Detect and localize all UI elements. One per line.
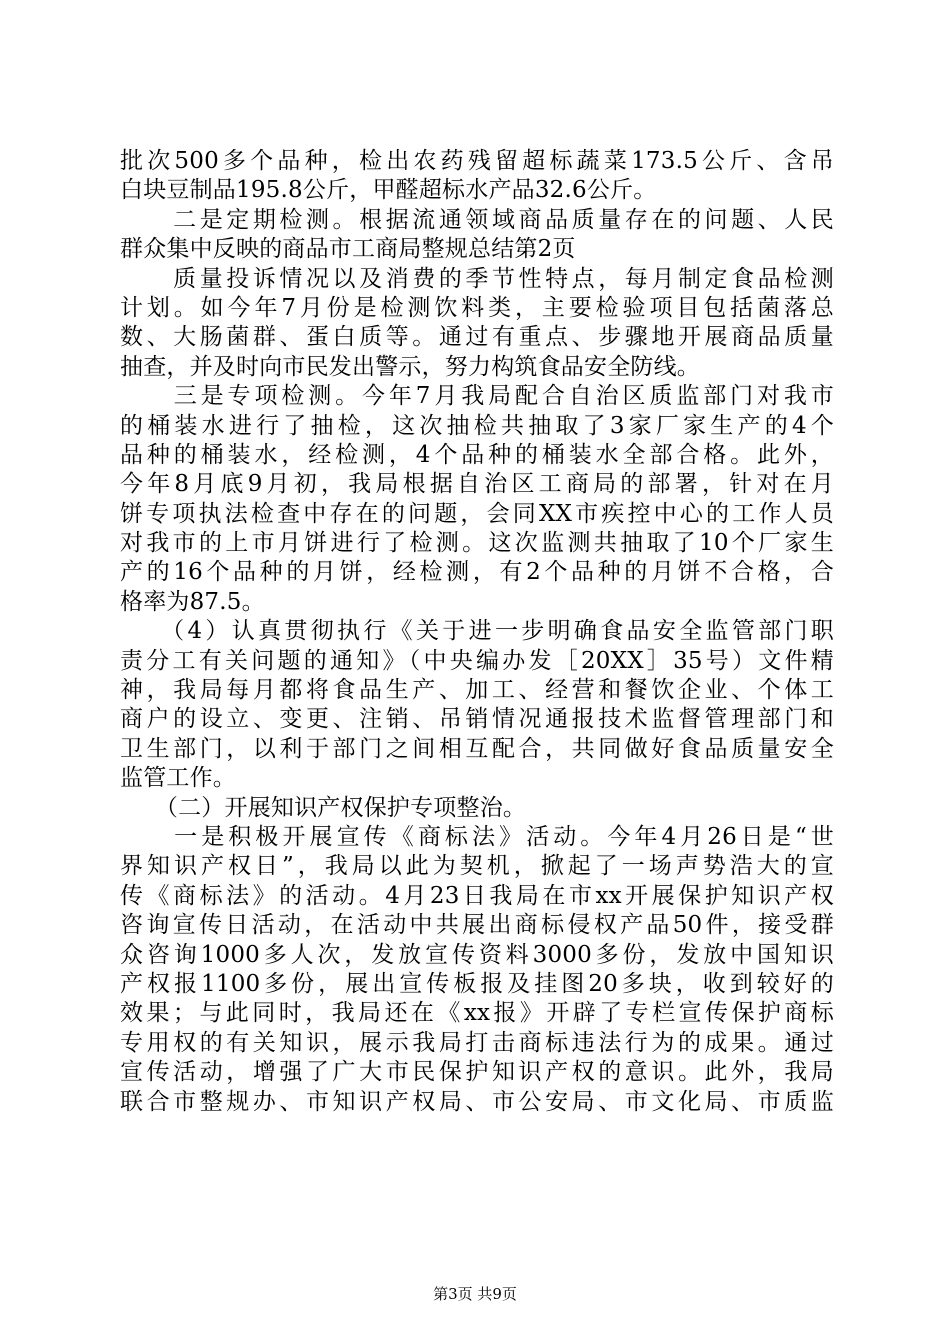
text-line: 监管工作。: [120, 765, 236, 792]
text-line: 抽查，并及时向市民发出警示，努力构筑食品安全防线。: [120, 353, 700, 380]
text-line: 群众集中反映的商品市工商局整规总结第2页: [120, 236, 576, 263]
text-line: 品种的桶装水，经检测，4个品种的桶装水全部合格。此外，: [120, 441, 834, 468]
text-line: 数、大肠菌群、蛋白质等。通过有重点、步骤地开展商品质量: [120, 324, 834, 351]
text-line: 三是专项检测。今年7月我局配合自治区质监部门对我市: [120, 383, 834, 410]
text-line: 传《商标法》的活动。4月23日我局在市xx开展保护知识产权: [120, 882, 834, 909]
text-line: 宣传活动，增强了广大市民保护知识产权的意识。此外，我局: [120, 1059, 834, 1086]
text-line: 一是积极开展宣传《商标法》活动。今年4月26日是“世: [120, 823, 834, 850]
text-line: （二）开展知识产权保护专项整治。: [120, 794, 527, 821]
text-line: 联合市整规办、市知识产权局、市公安局、市文化局、市质监: [120, 1088, 834, 1115]
text-line: 对我市的上市月饼进行了检测。这次监测共抽取了10个厂家生: [120, 530, 834, 557]
text-line: 饼专项执法检查中存在的问题，会同XX市疾控中心的工作人员: [120, 500, 834, 527]
text-line: 神，我局每月都将食品生产、加工、经营和餐饮企业、个体工: [120, 677, 834, 704]
text-line: 商户的设立、变更、注销、吊销情况通报技术监督管理部门和: [120, 706, 834, 733]
text-line: 二是定期检测。根据流通领域商品质量存在的问题、人民: [120, 206, 834, 233]
text-line: 卫生部门，以利于部门之间相互配合，共同做好食品质量安全: [120, 735, 834, 762]
text-line: 专用权的有关知识，展示我局打击商标违法行为的成果。通过: [120, 1029, 834, 1056]
text-line: （4）认真贯彻执行《关于进一步明确食品安全监管部门职: [120, 618, 834, 645]
text-line: 界知识产权日”，我局以此为契机，掀起了一场声势浩大的宣: [120, 853, 834, 880]
text-line: 今年8月底9月初，我局根据自治区工商局的部署，针对在月: [120, 471, 834, 498]
text-line: 质量投诉情况以及消费的季节性特点，每月制定食品检测: [120, 265, 834, 292]
document-body: [120, 147, 834, 1117]
text-line: 众咨询1000多人次，发放宣传资料3000多份，发放中国知识: [120, 941, 834, 968]
text-line: 产的16个品种的月饼，经检测，有2个品种的月饼不合格，合: [120, 559, 834, 586]
text-line: 咨询宣传日活动，在活动中共展出商标侵权产品50件，接受群: [120, 912, 834, 939]
text-line: 产权报1100多份，展出宣传板报及挂图20多块，收到较好的: [120, 970, 834, 997]
page-footer: 第3页 共9页: [433, 1285, 517, 1303]
text-line: 责分工有关问题的通知》（中央编办发［20XX］35号）文件精: [120, 647, 834, 674]
text-line: 白块豆制品195.8公斤，甲醛超标水产品32.6公斤。: [120, 177, 657, 204]
text-line: 的桶装水进行了抽检，这次抽检共抽取了3家厂家生产的4个: [120, 412, 834, 439]
text-line: 格率为87.5。: [120, 588, 265, 615]
text-line: 批次500多个品种，检出农药残留超标蔬菜173.5公斤、含吊: [120, 148, 834, 174]
text-line: 效果；与此同时，我局还在《xx报》开辟了专栏宣传保护商标: [120, 1000, 834, 1027]
text-line: 计划。如今年7月份是检测饮料类，主要检验项目包括菌落总: [120, 294, 834, 321]
